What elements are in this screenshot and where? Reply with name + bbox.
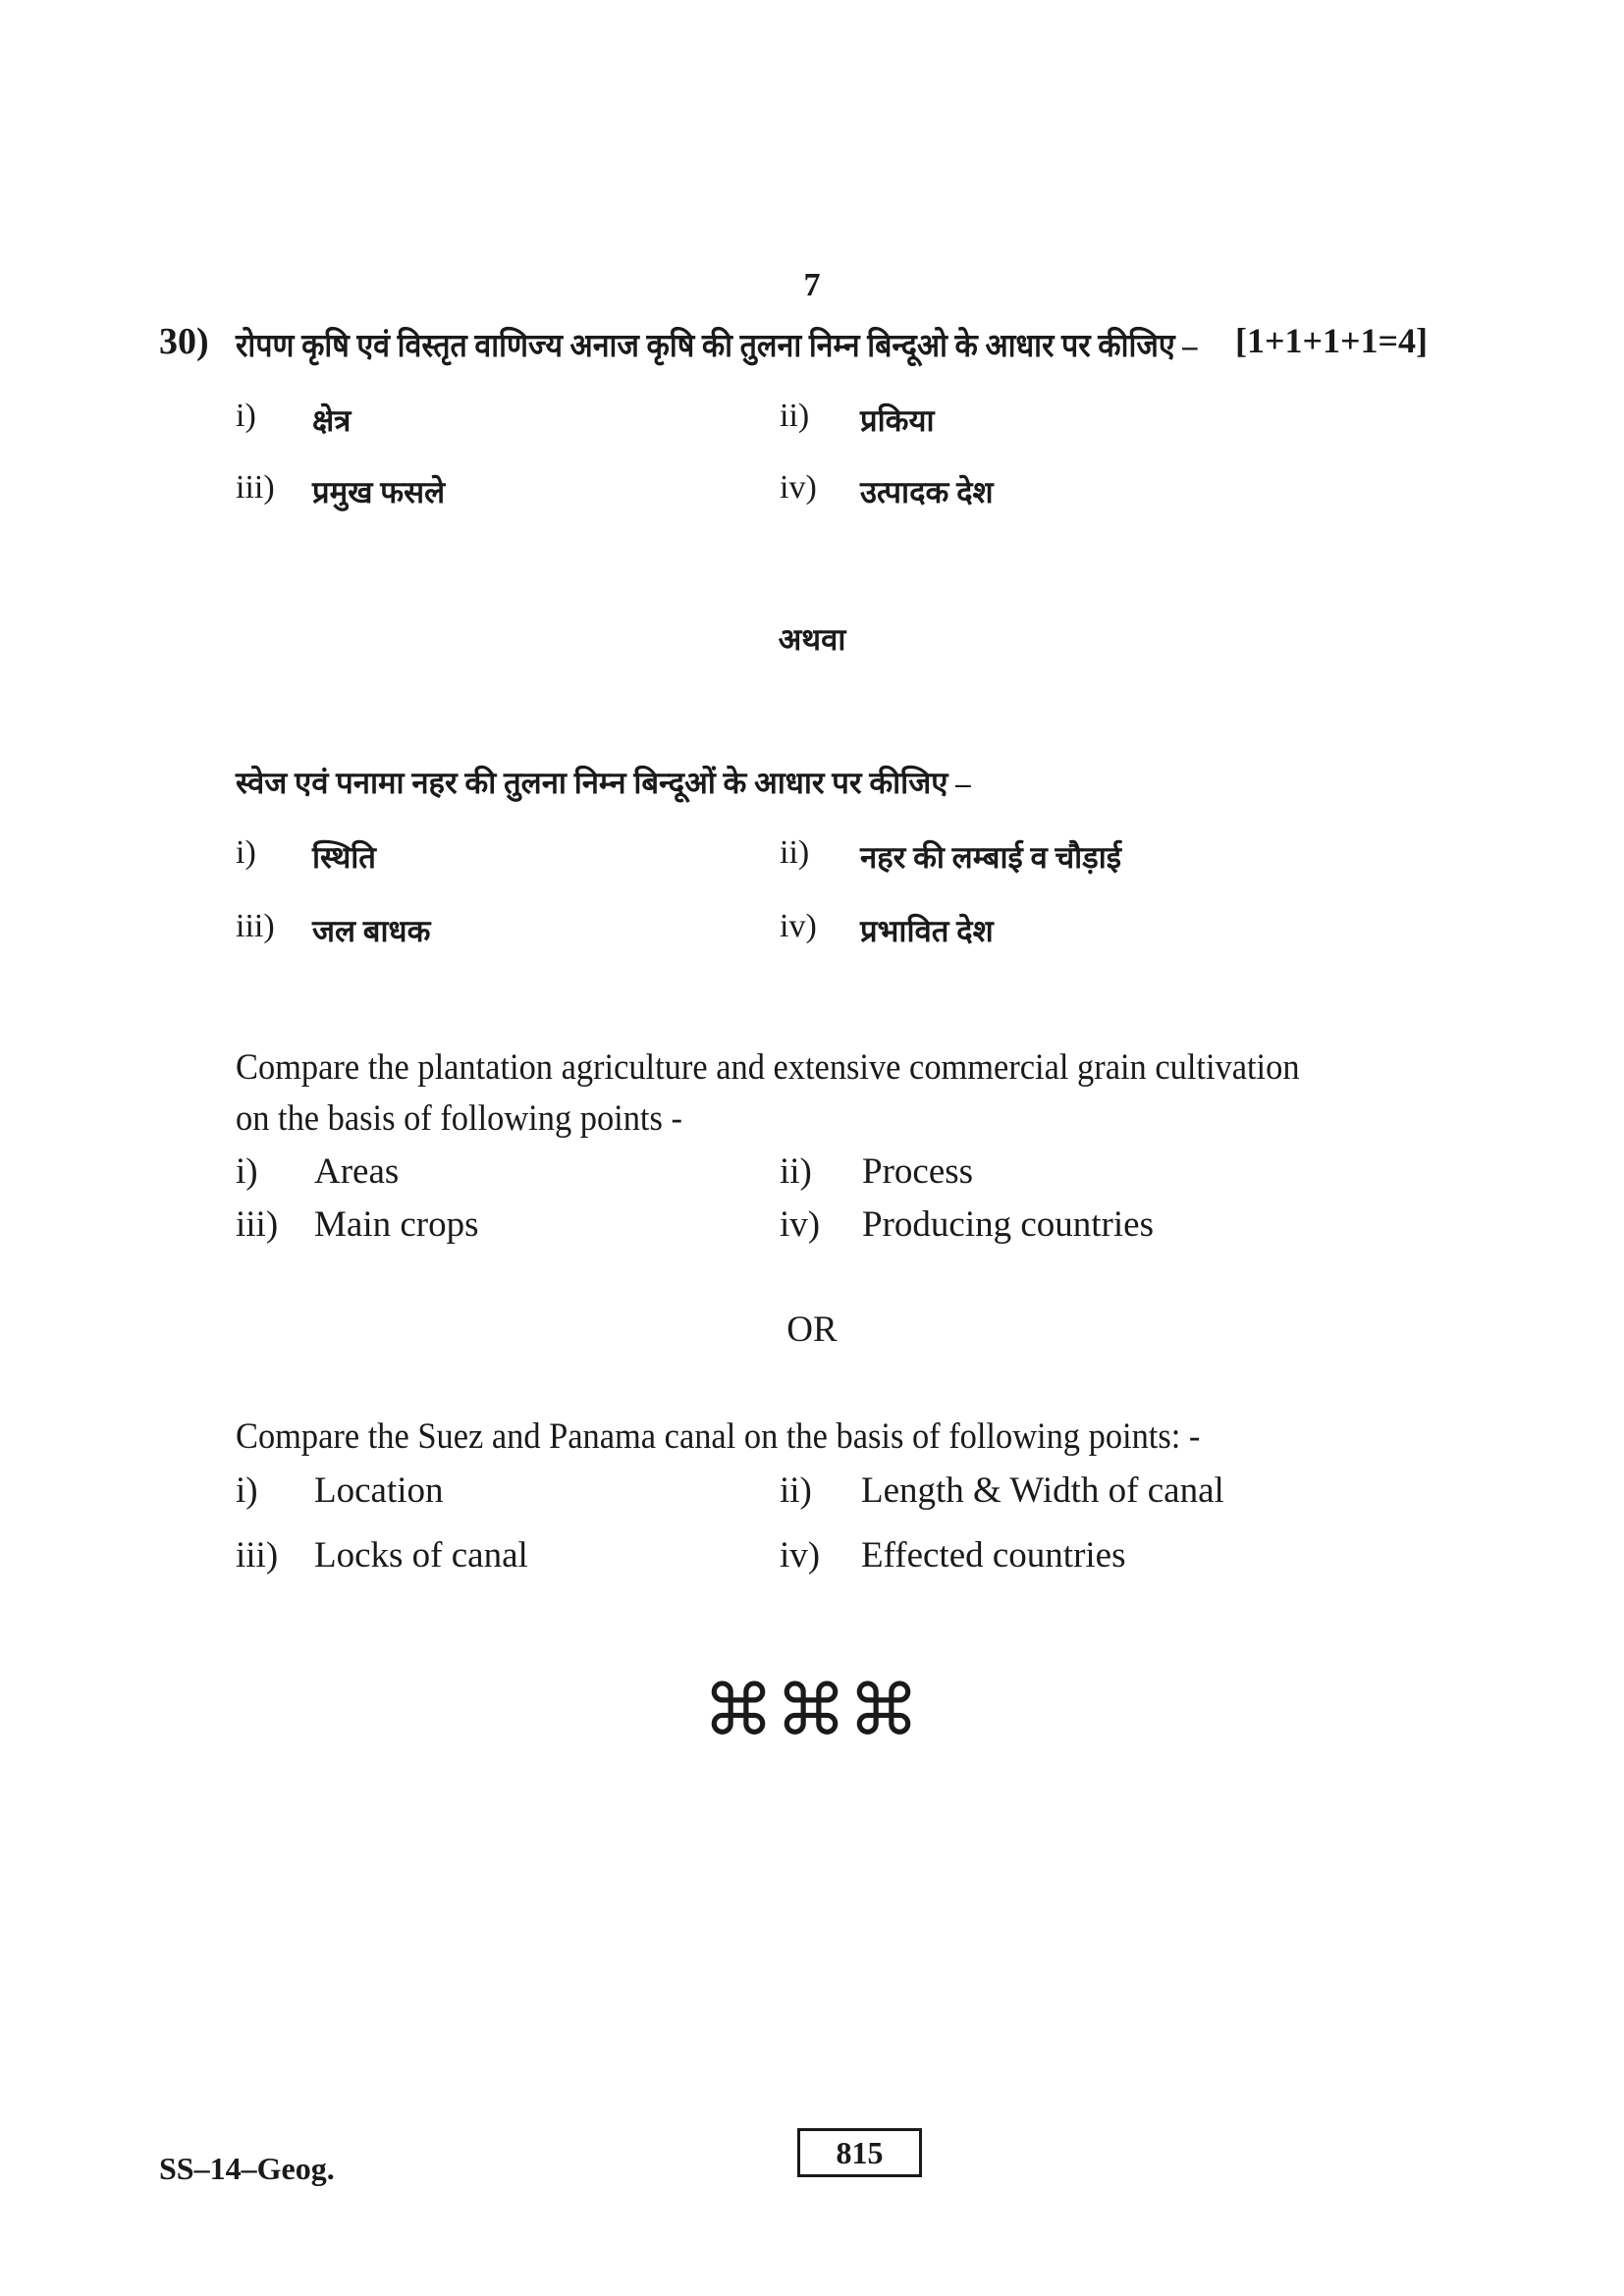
point-text: Location bbox=[314, 1470, 444, 1511]
point-text: प्रमुख फसले bbox=[312, 475, 446, 509]
point-text: Locks of canal bbox=[314, 1535, 528, 1575]
point-label: iii) bbox=[236, 1535, 279, 1575]
point-text: Producing countries bbox=[862, 1204, 1154, 1245]
point-text: क्षेत्र bbox=[312, 403, 352, 438]
point-text: प्रकिया bbox=[860, 403, 935, 438]
point-label: i) bbox=[236, 1151, 258, 1192]
point-text: Process bbox=[862, 1151, 974, 1192]
hindi-alt-prompt: स्वेज एवं पनामा नहर की तुलना निम्न बिन्दूओं के आधार पर कीजिए – bbox=[236, 766, 971, 800]
point-label: ii) bbox=[780, 398, 810, 434]
point-label: ii) bbox=[780, 1151, 812, 1192]
point-label: ii) bbox=[780, 834, 810, 871]
point-text: प्रभावित देश bbox=[860, 914, 994, 948]
point-label: iii) bbox=[236, 469, 275, 506]
point-text: Main crops bbox=[314, 1204, 479, 1245]
question-number: 30) bbox=[159, 321, 209, 362]
point-text: Length & Width of canal bbox=[861, 1470, 1224, 1511]
point-text: जल बाधक bbox=[312, 914, 431, 948]
point-label: iv) bbox=[780, 1204, 821, 1245]
point-text: स्थिति bbox=[312, 840, 376, 875]
paper-code: SS–14–Geog. bbox=[159, 2151, 335, 2186]
point-label: iv) bbox=[780, 469, 817, 506]
english-or-divider: OR bbox=[786, 1309, 838, 1350]
page-number: 7 bbox=[803, 267, 821, 303]
point-text: Areas bbox=[314, 1151, 400, 1192]
point-text: नहर की लम्बाई व चौड़ाई bbox=[860, 840, 1122, 875]
point-text: Effected countries bbox=[861, 1535, 1126, 1575]
paper-number-box: 815 bbox=[797, 2128, 922, 2177]
hindi-or-divider: अथवा bbox=[778, 622, 846, 657]
point-label: i) bbox=[236, 398, 256, 434]
point-text: उत्पादक देश bbox=[860, 475, 994, 509]
question-marks: [1+1+1+1=4] bbox=[1235, 321, 1429, 360]
question-hindi-prompt: रोपण कृषि एवं विस्तृत वाणिज्य अनाज कृषि की तुलना निम्न बिन्दूओ के आधार पर कीजिए – bbox=[236, 329, 1198, 364]
point-label: i) bbox=[236, 1470, 258, 1511]
end-of-paper-symbols-icon: ⌘⌘⌘ bbox=[703, 1669, 921, 1751]
point-label: iv) bbox=[780, 908, 817, 944]
point-label: iii) bbox=[236, 1204, 279, 1245]
point-label: iii) bbox=[236, 908, 275, 944]
english-prompt-line1: Compare the plantation agriculture and extensive commercial grain cultivation bbox=[236, 1047, 1300, 1088]
english-prompt-line2: on the basis of following points - bbox=[236, 1098, 682, 1139]
english-alt-prompt: Compare the Suez and Panama canal on the basis of following points: - bbox=[236, 1416, 1201, 1457]
point-label: i) bbox=[236, 834, 256, 871]
point-label: iv) bbox=[780, 1535, 821, 1575]
point-label: ii) bbox=[780, 1470, 812, 1511]
